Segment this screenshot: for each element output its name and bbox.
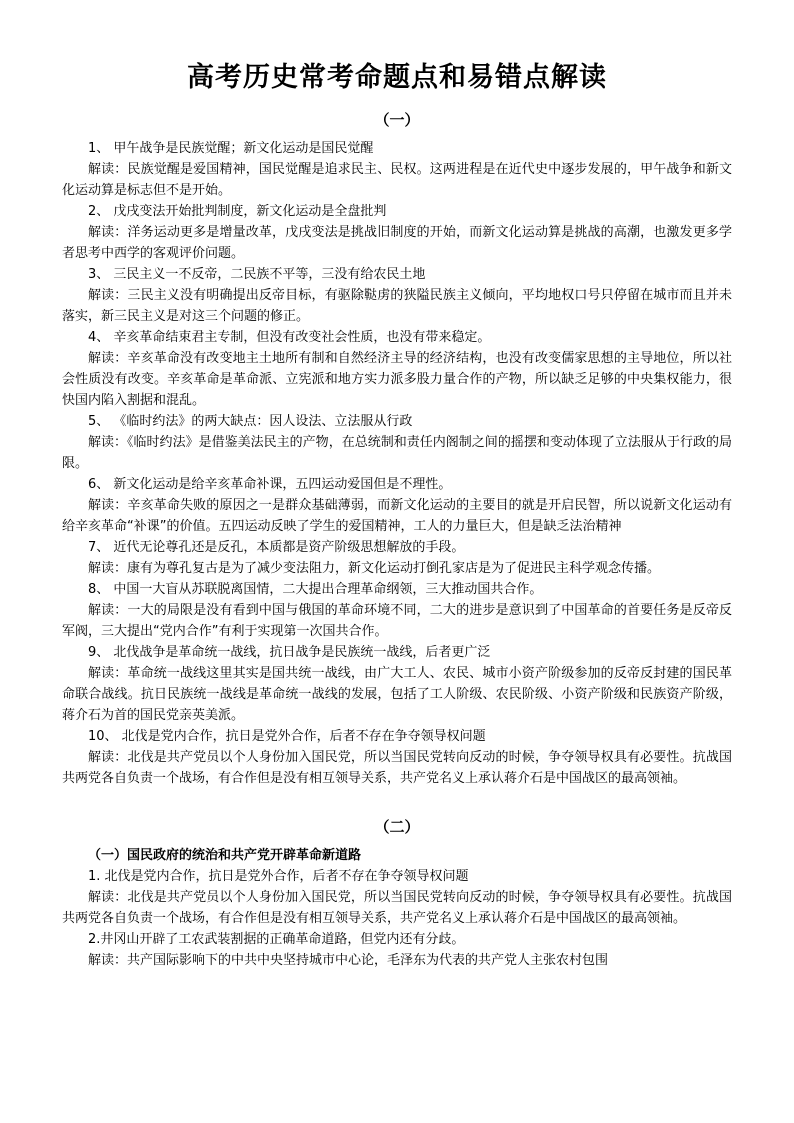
item-explanation: 解读：革命统一战线这里其实是国共统一战线，由广大工人、农民、城市小资产阶级参加的反帝反封建的国民革命联合战线。抗日民族统一战线是革命统一战线的发展，包括了工人阶级、农民阶级、小资产阶级和民族资产阶级，蒋介石为首的国民党亲英美派。 xyxy=(62,666,732,723)
subsection-heading: （一）国民政府的统治和共产党开辟革命新道路 xyxy=(88,848,362,863)
item-claim: 2、 戊戌变法开始批判制度，新文化运动是全盘批判 xyxy=(88,204,387,219)
item-explanation: 解读：一大的局限是没有看到中国与俄国的革命环境不同，二大的进步是意识到了中国革命的首要任务是反帝反军阀，三大提出“党内合作”有利于实现第一次国共合作。 xyxy=(62,603,732,639)
item-claim: 8、 中国一大盲从苏联脱离国情，二大提出合理革命纲领，三大推动国共合作。 xyxy=(88,582,543,597)
item-explanation: 解读：康有为尊孔复古是为了减少变法阻力，新文化运动打倒孔家店是为了促进民主科学观念传播。 xyxy=(88,561,661,576)
item-claim: 2.井冈山开辟了工农武装割据的正确革命道路，但党内还有分歧。 xyxy=(88,932,465,947)
document-page xyxy=(62,58,732,971)
item-explanation: 解读：辛亥革命没有改变地主土地所有制和自然经济主导的经济结构，也没有改变儒家思想的主导地位，所以社会性质没有改变。辛亥革命是革命派、立宪派和地方实力派多股力量合作的产物，所以缺乏足够的中央集权能力，很快国内陷入割据和混乱。 xyxy=(62,351,732,408)
section-heading-1: （一） xyxy=(374,111,420,129)
item-explanation: 解读：共产国际影响下的中共中央坚持城市中心论，毛泽东为代表的共产党人主张农村包围 xyxy=(88,953,609,968)
item-claim: 6、 新文化运动是给辛亥革命补课，五四运动爱国但是不理性。 xyxy=(88,477,452,492)
section-2-items xyxy=(62,866,732,971)
section-heading-2: （二） xyxy=(374,818,420,836)
item-claim: 1. 北伐是党内合作，抗日是党外合作，后者不存在争夺领导权问题 xyxy=(88,869,469,884)
item-explanation: 解读：北伐是共产党员以个人身份加入国民党，所以当国民党转向反动的时候，争夺领导权具有必要性。抗战国共两党各自负责一个战场，有合作但是没有相互领导关系，共产党名义上承认蒋介石是中国战区的最高领袖。 xyxy=(62,890,732,926)
section-1-items xyxy=(62,138,732,789)
item-explanation: 解读：民族觉醒是爱国精神，国民觉醒是追求民主、民权。这两进程是在近代史中逐步发展的，甲午战争和新文化运动算是标志但不是开始。 xyxy=(62,162,732,198)
item-explanation: 解读：北伐是共产党员以个人身份加入国民党，所以当国民党转向反动的时候，争夺领导权具有必要性。抗战国共两党各自负责一个战场，有合作但是没有相互领导关系，共产党名义上承认蒋介石是中国战区的最高领袖。 xyxy=(62,750,732,786)
item-claim: 3、 三民主义一不反帝，二民族不平等，三没有给农民土地 xyxy=(88,267,426,282)
item-claim: 7、 近代无论尊孔还是反孔，本质都是资产阶级思想解放的手段。 xyxy=(88,540,465,555)
item-claim: 4、 辛亥革命结束君主专制，但没有改变社会性质，也没有带来稳定。 xyxy=(88,330,491,345)
item-claim: 5、 《临时约法》的两大缺点：因人设法、立法服从行政 xyxy=(88,414,413,429)
document-title: 高考历史常考命题点和易错点解读 xyxy=(187,62,607,93)
item-explanation: 解读：洋务运动更多是增量改革，戊戌变法是挑战旧制度的开始，而新文化运动算是挑战的高潮，也激发更多学者思考中西学的客观评价问题。 xyxy=(62,225,732,261)
item-claim: 9、 北伐战争是革命统一战线，抗日战争是民族统一战线，后者更广泛 xyxy=(88,645,491,660)
item-explanation: 解读：辛亥革命失败的原因之一是群众基础薄弱，而新文化运动的主要目的就是开启民智，所以说新文化运动有给辛亥革命“补课”的价值。五四运动反映了学生的爱国精神，工人的力量巨大，但是缺乏法治精神 xyxy=(62,498,732,534)
item-claim: 1、 甲午战争是民族觉醒；新文化运动是国民觉醒 xyxy=(88,141,374,156)
item-explanation: 解读：《临时约法》是借鉴美法民主的产物，在总统制和责任内阁制之间的摇摆和变动体现了立法服从于行政的局限。 xyxy=(62,435,732,471)
item-explanation: 解读：三民主义没有明确提出反帝目标，有驱除鞑虏的狭隘民族主义倾向，平均地权口号只停留在城市而且并未落实，新三民主义是对这三个问题的修正。 xyxy=(62,288,732,324)
item-claim: 10、 北伐是党内合作，抗日是党外合作，后者不存在争夺领导权问题 xyxy=(88,729,486,744)
